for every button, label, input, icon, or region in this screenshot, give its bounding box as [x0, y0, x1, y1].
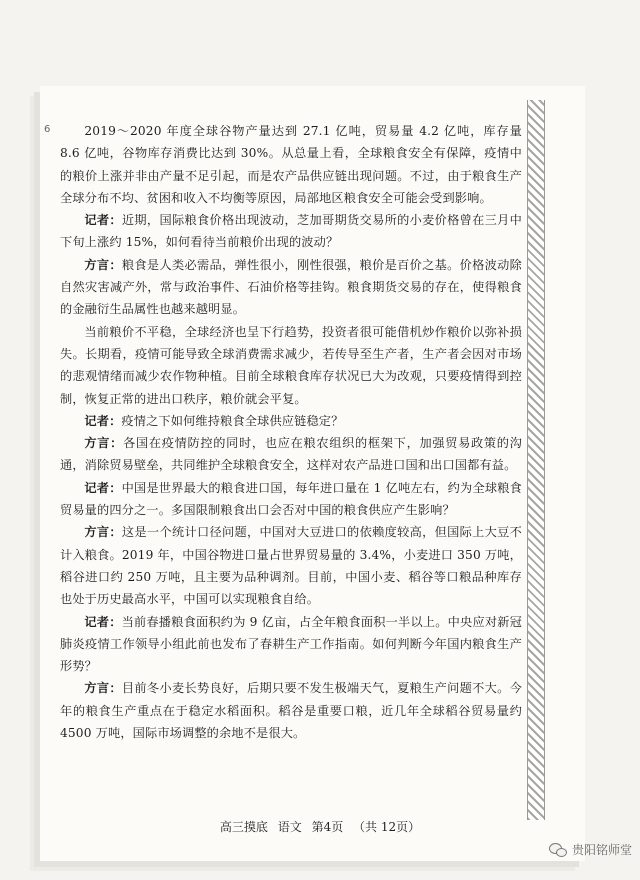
paragraph-text: 这是一个统计口径问题，中国对大豆进口的依赖度较高，但国际上大豆不计入粮食。2019 年，中国谷物进口量占世界贸易量的 3.4%，小麦进口 350 万吨，稻谷进口约 250 万吨，且主要为品种调剂。目前，中国小麦、稻谷等口粮品种库存也处于历史最高水平，中国可以实现粮食自给。 — [60, 525, 522, 607]
page-footer — [0, 818, 640, 835]
speaker-label: 方言： — [84, 681, 122, 696]
speaker-label: 方言： — [84, 436, 124, 451]
paragraph-text: 疫情之下如何维持粮食全球供应链稳定？ — [121, 413, 344, 428]
watermark — [549, 841, 632, 858]
speaker-label: 方言： — [84, 257, 122, 272]
paragraph — [60, 410, 522, 432]
paragraph-text: 粮食是人类必需品，弹性很小，刚性很强，粮价是百价之基。价格波动除自然灾害减产外，常与政治事件、石油价格等挂钩。粮食期货交易的存在，使得粮食的金融衍生品属性也越来越明显。 — [60, 257, 522, 317]
paragraph-text: 各国在疫情防控的同时，也应在粮农组织的框架下，加强贸易政策的沟通，消除贸易壁垒，共同维护全球粮食安全，这样对农产品进口国和出口国都有益。 — [60, 436, 523, 473]
paragraph-text: 当前粮价不平稳，全球经济也呈下行趋势，投资者很可能借机炒作粮价以弥补损失。长期看，疫情可能导致全球消费需求减少，若传导至生产者，生产者会因对市场的悲观情绪而减少农作物种植。目前全球粮食库存状况已大为改观，只要疫情得到控制，恢复正常的进出口秩序，粮价就会平复。 — [60, 324, 522, 406]
paragraph-text: 近期，国际粮食价格出现波动，芝加哥期货交易所的小麦价格曾在三月中下旬上涨约 15%，如何看待当前粮价出现的波动？ — [60, 213, 522, 250]
margin-mark: 6 — [44, 124, 51, 135]
article-body — [60, 120, 522, 744]
speaker-label: 记者： — [84, 480, 122, 495]
paragraph — [60, 677, 522, 744]
paragraph — [60, 254, 522, 321]
speaker-label: 记者： — [84, 614, 122, 629]
speaker-label: 记者： — [84, 213, 122, 228]
paragraph — [60, 432, 522, 477]
paragraph — [60, 321, 522, 410]
paragraph-text: 当前春播粮食面积约为 9 亿亩，占全年粮食面积一半以上。中央应对新冠肺炎疫情工作领导小组此前也发布了春耕生产工作指南。如何判断今年国内粮食生产形势？ — [60, 614, 522, 674]
footer-total: （共 12页） — [353, 820, 421, 834]
footer-page: 第4页 — [311, 820, 344, 834]
paragraph — [60, 209, 522, 254]
footer-exam: 高三摸底 — [219, 820, 268, 834]
watermark-text: 贵阳铭师堂 — [571, 843, 632, 857]
footer-subject: 语文 — [277, 820, 302, 834]
spiral-binding — [527, 100, 545, 820]
paragraph-text: 中国是世界最大的粮食进口国，每年进口量在 1 亿吨左右，约为全球粮食贸易量的四分之一。多国限制粮食出口会否对中国的粮食供应产生影响？ — [60, 480, 522, 518]
paragraph — [60, 611, 522, 678]
paragraph — [60, 521, 522, 610]
paragraph — [60, 120, 522, 209]
speaker-label: 记者： — [84, 413, 122, 428]
speaker-label: 方言： — [84, 525, 122, 540]
wechat-icon — [549, 843, 567, 857]
paragraph — [60, 477, 522, 522]
paragraph-text: 目前冬小麦长势良好，后期只要不发生极端天气，夏粮生产问题不大。今年的粮食生产重点在于稳定水稻面积。稻谷是重要口粮，近几年全球稻谷贸易量约 4500 万吨，国际市场调整的余地不是很大。 — [60, 681, 522, 741]
paragraph-text: 2019～2020 年度全球谷物产量达到 27.1 亿吨，贸易量 4.2 亿吨，库存量 8.6 亿吨，谷物库存消费比达到 30%。从总量上看，全球粮食安全有保障，疫情中的粮价上涨并非由产量不足引起，而是农产品供应链出现问题。不过，由于粮食生产全球分布不均、贫困和收入不均衡等原因，局部地区粮食安全可能会受到影响。 — [60, 124, 522, 205]
